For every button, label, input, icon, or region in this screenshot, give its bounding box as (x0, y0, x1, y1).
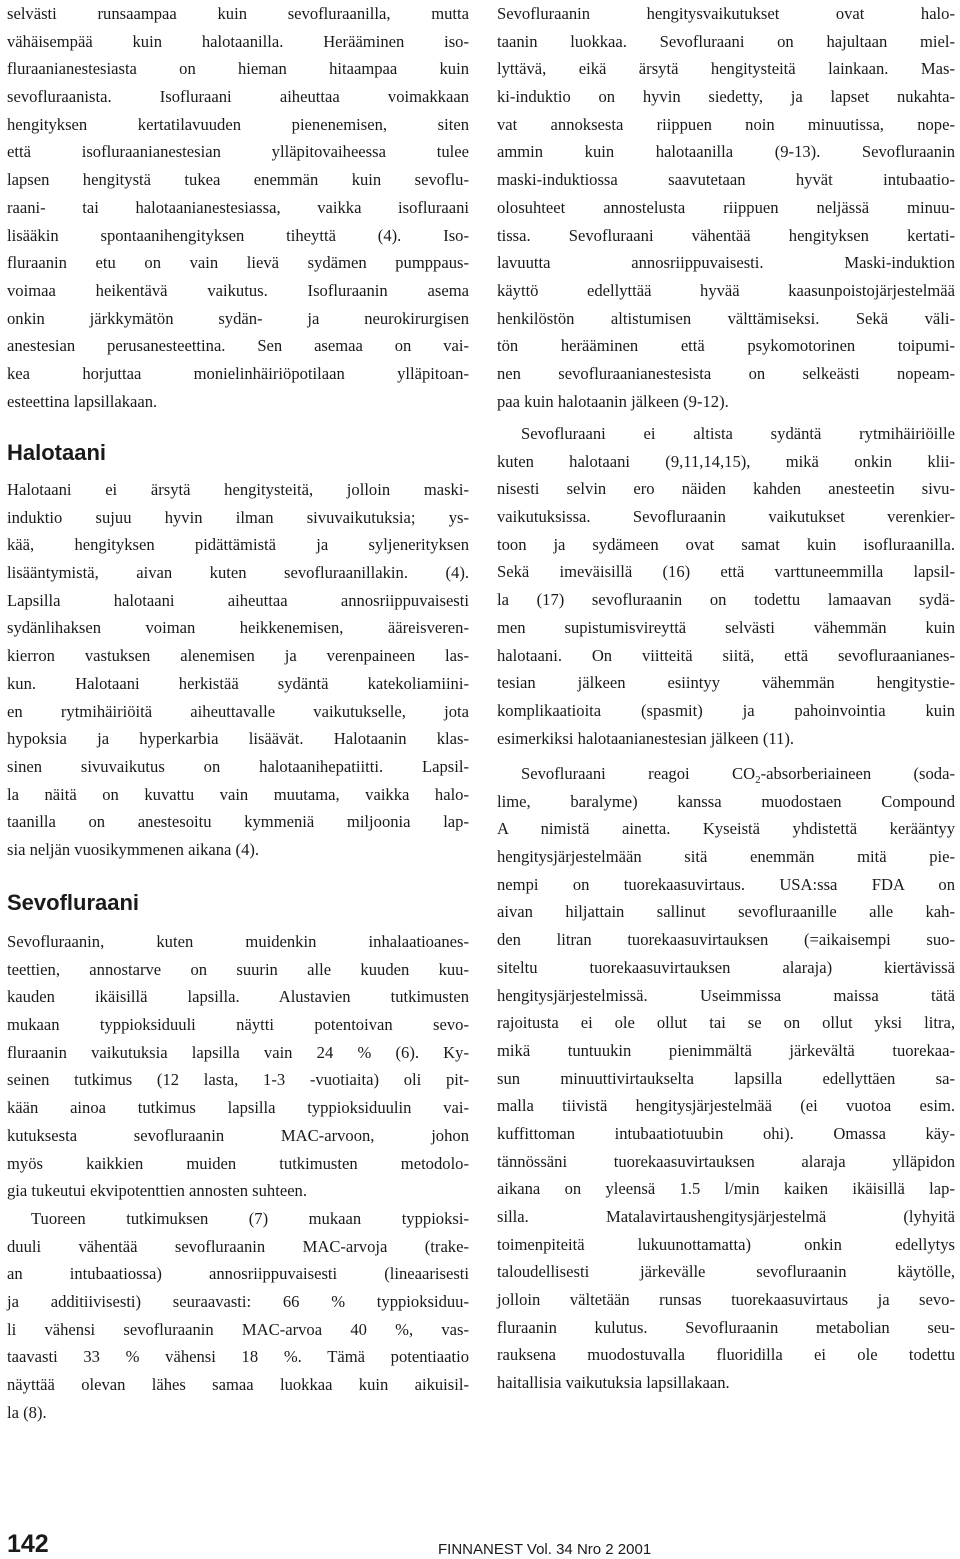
paragraph-isofluraani-continued (7, 0, 469, 415)
text-fragment: Sevofluraani reagoi CO (521, 764, 756, 783)
text-line: selvästi runsaampaa kuin sevofluraanilla, mutta (7, 4, 469, 23)
text-line: induktio sujuu hyvin ilman sivuvaikutuksia; ys- (7, 507, 469, 527)
text-line: aikana on yleensä 1.5 l/min kaiken ikäisillä lap- (497, 1179, 955, 1199)
text-line: la näitä on kuvattu vain muutama, vaikka halo- (7, 784, 469, 804)
text-line: käyttö edellyttää hyvää kaasunpoistojärjestelmää (497, 280, 955, 300)
text-line: toimenpiteitä lukuunottamatta) onkin edellytys (497, 1234, 955, 1254)
text-line: lyttävä, eikä ärsytä hengitysteitä lainkaan. Mas- (497, 59, 955, 79)
text-line: halotaani. On viitteitä siitä, että sevofluraanianes- (497, 645, 955, 665)
text-line: ammin kuin halotaanilla (9-13). Sevofluraanin (497, 142, 955, 162)
paragraph-halotaani (7, 476, 469, 864)
text-line: hengitysjärjestelmissä. Useimmissa maissa tätä (497, 985, 955, 1005)
text-line: rauksena muodostuvalla fluoridilla ei ole todettu (497, 1345, 955, 1365)
text-line: henkilöstön altistumisen välttämiseksi. Sekä väli- (497, 308, 955, 328)
text-line: myös kaikkien muiden tutkimusten metodolo- (7, 1153, 469, 1173)
text-line: tön herääminen että psykomotorinen toipumi- (497, 336, 955, 356)
text-line: la (17) sevofluraanin on todettu lamaavan sydä- (497, 590, 955, 610)
text-line: duuli vähentää sevofluraanin MAC-arvoja (trake- (7, 1236, 469, 1256)
paragraph-rytmihairiot (497, 420, 955, 752)
text-line: siteltu tuorekaasuvirtauksen alaraja) kiertävissä (497, 957, 955, 977)
paragraph-compound-a (497, 760, 955, 1397)
text-line: näyttää olevan lähes samaa luokkaa kuin aikuisil- (7, 1375, 469, 1395)
text-line: la (8). (7, 1402, 47, 1422)
text-line: silla. Matalavirtaushengitysjärjestelmä (lyhyitä (497, 1207, 955, 1226)
text-line: hypoksia ja hyperkarbia lisäävät. Halotaanin klas- (7, 729, 469, 749)
text-line: sun minuuttivirtaukselta lapsilla edellyttäen sa- (497, 1068, 955, 1088)
text-line: seinen tutkimus (12 lasta, 1-3 -vuotiaita) oli pit- (7, 1070, 469, 1090)
text-line: Sevofluraanin, kuten muidenkin inhalaatioanes- (7, 932, 469, 951)
text-line: A nimistä ainetta. Kyseistä yhdistettä kerääntyy (497, 819, 955, 839)
text-line (497, 760, 955, 788)
text-line: fluraanianestesiasta on hieman hitaampaa kuin (7, 59, 469, 79)
page-number: 142 (7, 1530, 49, 1558)
text-line: rajoitusta ei ole ollut tai se on ollut yksi litra, (497, 1013, 955, 1033)
text-line: mukaan typpioksiduuli näytti potentoivan sevo- (7, 1015, 469, 1035)
text-line: aivan hiljattain sallinut sevofluraanille alle kah- (497, 902, 955, 922)
text-line: sia neljän vuosikymmenen aikana (4). (7, 839, 260, 859)
text-line: lisääntymistä, aivan kuten sevofluraanillakin. (4). (7, 563, 469, 583)
text-line: esimerkiksi halotaanianestesian jälkeen (11). (497, 728, 795, 748)
text-line: Tuoreen tutkimuksen (7) mukaan typpioksi- (31, 1209, 469, 1228)
text-line: lime, baralyme) kanssa muodostaen Compound (497, 791, 955, 811)
text-line: men supistumisvireyttä selvästi vähemmän kuin (497, 617, 955, 637)
text-line: taloudellisesti järkevälle sevofluraanin käytölle, (497, 1262, 955, 1282)
text-line: Lapsilla halotaani aiheuttaa annosriippuvaisesti (7, 590, 469, 610)
text-line: hengityksen kertatilavuuden pienenemisen, siten (7, 114, 469, 134)
text-line: fluraanin kulutus. Sevofluraanin metabolian seu- (497, 1317, 955, 1337)
text-line: nisesti selvin ero näiden kahden anesteetin sivu- (497, 479, 955, 499)
text-line: kään ainoa tutkimus lapsilla typpioksiduulin vai- (7, 1098, 469, 1118)
journal-reference: FINNANEST Vol. 34 Nro 2 2001 (438, 1541, 652, 1558)
text-line: teettien, annostarve on suurin alle kuuden kuu- (7, 959, 469, 979)
text-line: esteettina lapsillakaan. (7, 391, 158, 411)
text-line: tesian jälkeen esiintyy vähemmän hengitystie- (497, 673, 955, 693)
text-line: sevofluraanista. Isofluraani aiheuttaa voimakkaan (7, 87, 469, 107)
text-line: mikä tuntuukin pienimmältä järkevältä tuorekaa- (497, 1040, 955, 1060)
text-line: ki-induktio on hyvin siedetty, ja lapset nukahta- (497, 87, 955, 107)
text-line: vähäisempää kuin halotaanilla. Herääminen iso- (7, 31, 469, 51)
text-line: anestesian perusanesteettina. Sen asemaa on vai- (7, 336, 469, 356)
text-line: Sevofluraani ei altista sydäntä rytmihäiriöille (521, 424, 955, 443)
text-line: kun. Halotaani herkistää sydäntä katekoliamiini- (7, 673, 469, 693)
text-line: fluraanin etu on vain lievä sydämen pumppaus- (7, 253, 469, 273)
subscript-2: 2 (755, 774, 761, 786)
text-line: voimaa heikentävä vaikutus. Isofluraanin asema (7, 280, 469, 300)
text-line: taanin luokkaa. Sevofluraani on hajultaan miel- (497, 31, 955, 51)
text-line: kää, hengityksen pidättämistä ja syljenerityksen (7, 535, 469, 555)
text-line: Sekä imeväisillä (16) että varttuneemmilla lapsil- (497, 562, 955, 582)
text-line: taanilla on anestesoitu kymmeniä miljoonia lap- (7, 812, 469, 832)
text-line: että isofluraanianestesian ylläpitovaiheessa tulee (7, 142, 469, 162)
text-line: kierron vastuksen alenemisen ja verenpaineen las- (7, 646, 469, 666)
text-line: fluraanin vaikutuksia lapsilla vain 24 % (6). Ky- (7, 1042, 469, 1062)
text-line: Halotaani ei ärsytä hengitysteitä, jolloin maski- (7, 480, 469, 499)
text-fragment: -absorberiaineen (soda- (760, 764, 955, 783)
text-line: lisääkin spontaanihengityksen tiheyttä (4). Iso- (7, 225, 469, 245)
section-heading-sevofluraani: Sevofluraani (7, 890, 140, 915)
text-line: en rytmihäiriöitä aiheuttavalle vaikutukselle, jota (7, 701, 469, 721)
text-line: tännössäni tuorekaasuvirtauksen alaraja ylläpidon (497, 1151, 955, 1171)
text-line: li vähensi sevofluraanin MAC-arvoa 40 %, vas- (7, 1319, 469, 1339)
text-line: komplikaatioita (spasmit) ja pahoinvointia kuin (497, 700, 955, 720)
text-line: kauden ikäisillä lapsilla. Alustavien tutkimusten (7, 987, 469, 1007)
section-heading-halotaani: Halotaani (7, 440, 107, 465)
text-line: raani- tai halotaanianestesiassa, vaikka isofluraani (7, 197, 469, 217)
text-line: nen sevofluraanianestesista on selkeästi nopeam- (497, 363, 955, 383)
text-line: kea horjuttaa monielinhäiriöpotilaan ylläpitoan- (7, 363, 469, 383)
text-line: an intubaatiossa) annosriippuvaisesti (lineaarisesti (7, 1264, 469, 1284)
text-line: kutuksesta sevofluraanin MAC-arvoon, johon (7, 1125, 469, 1145)
text-line: onkin järkkymätön sydän- ja neurokirurgisen (7, 308, 469, 328)
text-line: olosuhteet annostelusta riippuen neljässä minuu- (497, 197, 955, 217)
paragraph-hengitysvaikutukset (497, 0, 955, 415)
text-line: kuffittoman intubaatiotuubin ohi). Omassa käy- (497, 1123, 955, 1143)
text-line: toon ja sydämeen ovat samat kuin isofluraanilla. (497, 534, 955, 554)
text-line: gia tukeutui ekvipotenttien annosten suhteen. (7, 1181, 308, 1201)
text-line: den litran tuorekaasuvirtauksen (=aikaisempi suo- (497, 930, 955, 950)
text-line: vat annoksesta riippuen noin minuutissa, nope- (497, 114, 955, 134)
text-line: paa kuin halotaanin jälkeen (9-12). (497, 391, 729, 411)
paragraph-tuoreen-tutkimuksen (7, 1205, 469, 1427)
text-line: sinen sivuvaikutus on halotaanihepatiitti. Lapsil- (7, 756, 469, 776)
text-line: tissa. Sevofluraani vähentää hengityksen kertati- (497, 225, 955, 245)
text-line: maski-induktiossa saavutetaan hyvät intubaatio- (497, 170, 955, 190)
text-line: ja additiivisesti) seuraavasti: 66 % typpioksiduu- (7, 1292, 469, 1312)
text-line: kuten halotaani (9,11,14,15), mikä onkin klii- (497, 451, 955, 471)
text-line: taavasti 33 % vähensi 18 %. Tämä potentiaatio (7, 1347, 469, 1367)
text-line: hengitysjärjestelmään sitä enemmän mitä pie- (497, 847, 955, 867)
text-line: sydänlihaksen voiman heikkenemisen, ääreisveren- (7, 618, 469, 638)
text-line: haitallisia vaikutuksia lapsillakaan. (497, 1373, 730, 1393)
text-line: lapsen hengitystä tukea enemmän kuin sevoflu- (7, 170, 469, 190)
text-line: vaikutuksissa. Sevofluraanin vaikutukset verenkier- (497, 507, 955, 527)
paragraph-sevofluraani (7, 928, 469, 1205)
text-line: nempi on tuorekaasuvirtaus. USA:ssa FDA on (497, 874, 955, 894)
text-line: malla tiivistä hengitysjärjestelmää (ei vuotoa esim. (497, 1096, 955, 1116)
text-line: Sevofluraanin hengitysvaikutukset ovat halo- (497, 4, 955, 23)
text-line: jolloin vältetään runsas tuorekaasuvirtaus ja sevo- (497, 1290, 955, 1310)
text-line: lavuutta annosriippuvaisesti. Maski-induktion (497, 253, 955, 273)
